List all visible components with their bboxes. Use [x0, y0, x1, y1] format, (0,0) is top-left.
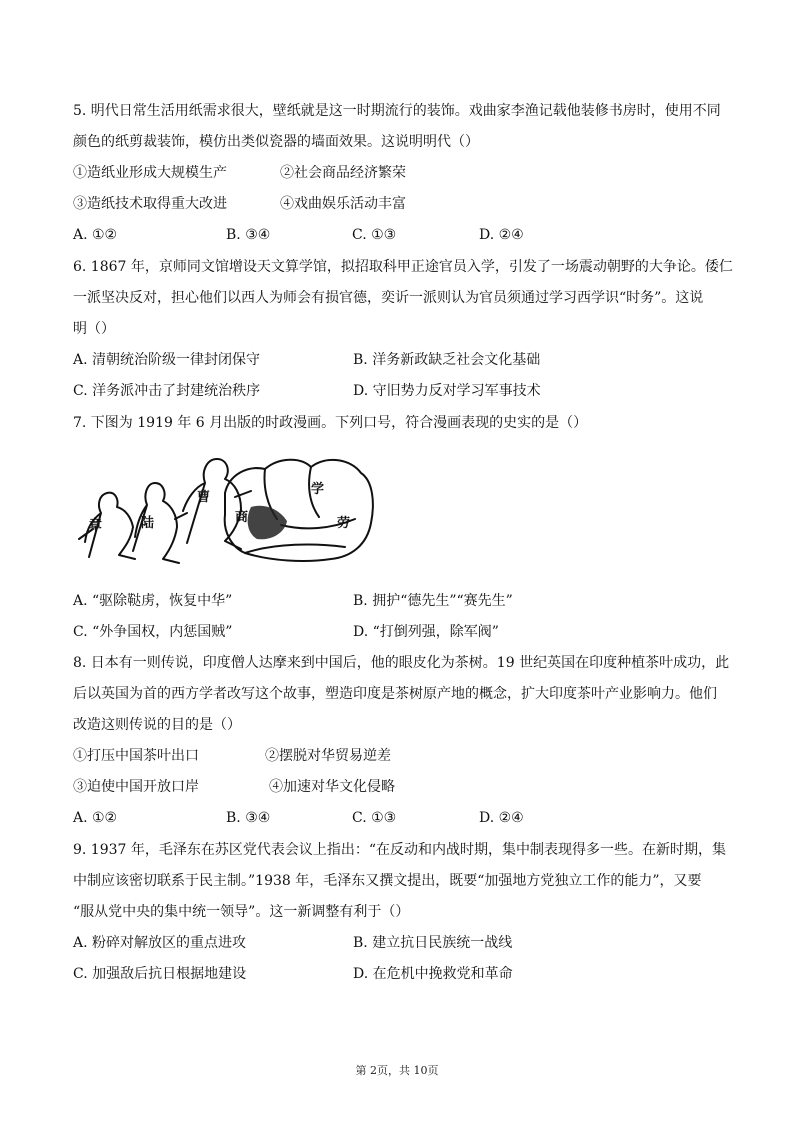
options-row: [73, 803, 723, 834]
question-7: [73, 408, 723, 439]
question-stem-line: 颜色的纸剪裁装饰，模仿出类似瓷器的墙面效果。这说明明代（）: [73, 134, 479, 150]
cartoon-label-xue: 学: [311, 482, 325, 497]
options-row: [73, 617, 723, 648]
question-stem-line: 中制应该密切联系于民主制。”1938 年，毛泽东又撰文提出，既要“加强地方党独立工作的能力”，又要: [73, 873, 702, 889]
question-stem-line: “服从党中央的集中统一领导”。这一新调整有利于（）: [73, 904, 410, 920]
option-c: C. “外争国权，内惩国贼”: [73, 624, 233, 640]
cartoon-label-lao: 劳: [337, 516, 351, 531]
option-d: D. ②④: [479, 810, 524, 826]
fist-shadow: [248, 506, 287, 540]
figure-1-outline: [79, 493, 135, 559]
statement-2: ②摆脱对华贸易逆差: [265, 748, 391, 764]
option-b: B. 拥护“德先生”“赛先生”: [353, 593, 513, 609]
question-stem-line: 后以英国为首的西方学者改写这个故事，塑造印度是茶树原产地的概念，扩大印度茶叶产业影响力。他们: [73, 686, 717, 702]
question-stem-line: 一派坚决反对，担心他们以西人为师会有损官德，奕䜣一派则认为官员须通过学习西学识“时务”。这说: [73, 290, 704, 306]
option-a: A. “驱除鞑虏，恢复中华”: [73, 593, 233, 609]
option-a: A. 清朝统治阶级一律封闭保守: [73, 352, 261, 368]
option-d: D. 守旧势力反对学习军事技术: [353, 383, 541, 399]
options-row: [73, 959, 723, 990]
option-b: B. 洋务新政缺乏社会文化基础: [353, 352, 541, 368]
options-row: [73, 586, 723, 617]
option-c: C. 洋务派冲击了封建统治秩序: [73, 383, 261, 399]
option-d: D. “打倒列强，除军阀”: [353, 624, 499, 640]
option-c: C. 加强敌后抗日根据地建设: [73, 966, 247, 982]
question-stem-line: 8. 日本有一则传说，印度僧人达摩来到中国后，他的眼皮化为茶树。19 世纪英国在印度种植茶叶成功，此: [73, 655, 730, 671]
options-row: [73, 376, 723, 407]
statement-row: [73, 158, 723, 189]
cartoon-label-lu: 陆: [141, 516, 155, 531]
option-b: B. ③④: [226, 810, 271, 826]
page-footer: 第 2页，共 10页: [355, 1064, 439, 1077]
option-d: D. ②④: [479, 227, 524, 243]
statement-1: ①打压中国茶叶出口: [73, 748, 199, 764]
question-5: [73, 96, 723, 251]
question-7-options: [73, 586, 723, 648]
statement-4: ④戏曲娱乐活动丰富: [280, 196, 406, 212]
statement-1: ①造纸业形成大规模生产: [73, 165, 227, 181]
statement-2: ②社会商品经济繁荣: [280, 165, 406, 181]
statement-3: ③造纸技术取得重大改进: [73, 196, 227, 212]
statement-row: [73, 772, 723, 803]
option-a: A. 粉碎对解放区的重点进攻: [73, 935, 247, 951]
question-stem-line: 5. 明代日常生活用纸需求很大，壁纸就是这一时期流行的装饰。戏曲家李渔记载他装修书房时，使用不同: [73, 103, 721, 119]
question-stem-line: 9. 1937 年，毛泽东在苏区党代表会议上指出：“在反动和内战时期，集中制表现得多一些。在新时期，集: [73, 842, 727, 858]
cartoon-label-cao: 曹: [197, 490, 211, 505]
cartoon-label-zhang: 章: [89, 518, 103, 533]
statement-row: [73, 189, 723, 220]
option-d: D. 在危机中挽救党和革命: [353, 966, 513, 982]
political-cartoon-image: [75, 447, 375, 572]
option-c: C. ①③: [352, 810, 397, 826]
options-row: [73, 220, 723, 251]
option-a: A. ①②: [73, 227, 118, 243]
options-row: [73, 345, 723, 376]
question-6: [73, 252, 733, 407]
question-stem-line: 明（）: [73, 321, 115, 337]
option-b: B. 建立抗日民族统一战线: [353, 935, 513, 951]
question-stem-line: 6. 1867 年，京师同文馆增设天文算学馆，拟招取科甲正途官员入学，引发了一场震动朝野的大争论。倭仁: [73, 259, 733, 275]
options-row: [73, 928, 723, 959]
option-b: B. ③④: [226, 227, 271, 243]
question-8: [73, 648, 730, 834]
question-stem-line: 改造这则传说的目的是（）: [73, 717, 241, 733]
question-stem-line: 7. 下图为 1919 年 6 月出版的时政漫画。下列口号，符合漫画表现的史实的是（）: [73, 415, 588, 431]
question-9: [73, 835, 727, 990]
option-a: A. ①②: [73, 810, 118, 826]
cartoon-label-shang: 商: [235, 510, 249, 525]
statement-3: ③迫使中国开放口岸: [73, 779, 199, 795]
option-c: C. ①③: [352, 227, 397, 243]
statement-4: ④加速对华文化侵略: [269, 779, 395, 795]
statement-row: [73, 741, 723, 772]
